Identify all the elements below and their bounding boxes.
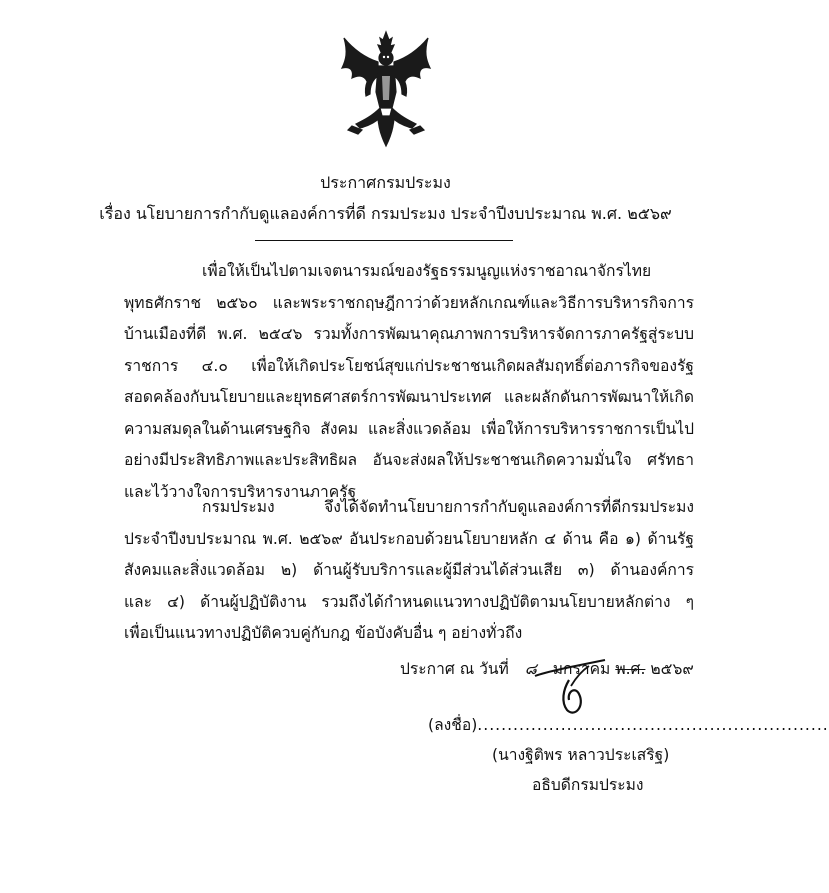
sign-label: (ลงชื่อ)	[428, 716, 478, 734]
signer-position: อธิบดีกรมประมง	[532, 776, 644, 794]
announce-prefix: ประกาศ ณ วันที่	[400, 660, 509, 678]
announce-year: ๒๕๖๙	[650, 660, 694, 678]
paragraph-line: บ้านเมืองที่ดี พ.ศ. ๒๕๔๖ รวมทั้งการพัฒนาคุณภาพการบริหารจัดการภาครัฐสู่ระบบ	[124, 325, 694, 343]
signature-line	[428, 712, 829, 737]
paragraph-line: กรมประมง จึงได้จัดทำนโยบายการกำกับดูแลองค์การที่ดีกรมประมง	[202, 498, 694, 516]
announce-month: มกราคม	[552, 660, 611, 678]
document-subject: เรื่อง นโยบายการกำกับดูแลองค์การที่ดี กรมประมง ประจำปีงบประมาณ พ.ศ. ๒๕๖๙	[99, 204, 672, 223]
body-paragraph-2	[124, 492, 694, 650]
paragraph-line: เพื่อให้เป็นไปตามเจตนารมณ์ของรัฐธรรมนูญแห่งราชอาณาจักรไทย	[202, 262, 652, 280]
signer-name: (นางฐิติพร หลาวประเสริฐ)	[492, 746, 670, 764]
paragraph-line: สอดคล้องกับนโยบายและยุทธศาสตร์การพัฒนาประเทศ และผลักดันการพัฒนาให้เกิด	[124, 388, 694, 406]
paragraph-line: พุทธศักราช ๒๕๖๐ และพระราชกฤษฎีกาว่าด้วยหลักเกณฑ์และวิธีการบริหารกิจการ	[124, 293, 694, 312]
announce-era: พ.ศ.	[615, 660, 646, 678]
document-title: ประกาศกรมประมง	[320, 173, 451, 192]
paragraph-line: สังคมและสิ่งแวดล้อม ๒) ด้านผู้รับบริการและผู้มีส่วนได้ส่วนเสีย ๓) ด้านองค์การ	[124, 561, 694, 579]
paragraph-line: และไว้วางใจการบริหารงานภาครัฐ	[124, 482, 357, 501]
day-value: ๘	[524, 660, 537, 678]
sign-dots: ...........................................................	[477, 716, 829, 734]
title-divider	[255, 240, 513, 241]
garuda-emblem-icon	[338, 30, 434, 148]
paragraph-line: อย่างมีประสิทธิภาพและประสิทธิผล อันจะส่งผลให้ประชาชนเกิดความมั่นใจ ศรัทธา	[124, 451, 694, 469]
paragraph-line: ประจำปีงบประมาณ พ.ศ. ๒๕๖๙ อันประกอบด้วยนโยบายหลัก ๔ ด้าน คือ ๑) ด้านรัฐ	[124, 529, 694, 548]
paragraph-line: เพื่อเป็นแนวทางปฏิบัติควบคู่กับกฎ ข้อบังคับอื่น ๆ อย่างทั่วถึง	[124, 624, 523, 642]
body-paragraph-1	[124, 256, 694, 508]
paragraph-line: และ ๔) ด้านผู้ปฏิบัติงาน รวมถึงได้กำหนดแนวทางปฏิบัติตามนโยบายหลักต่าง ๆ	[124, 592, 694, 611]
paragraph-line: ความสมดุลในด้านเศรษฐกิจ สังคม และสิ่งแวดล้อม เพื่อให้การบริหารราชการเป็นไป	[124, 419, 694, 438]
paragraph-line: ราชการ ๔.๐ เพื่อให้เกิดประโยชน์สุขแก่ประชาชนเกิดผลสัมฤทธิ์ต่อภารกิจของรัฐ	[124, 356, 694, 375]
